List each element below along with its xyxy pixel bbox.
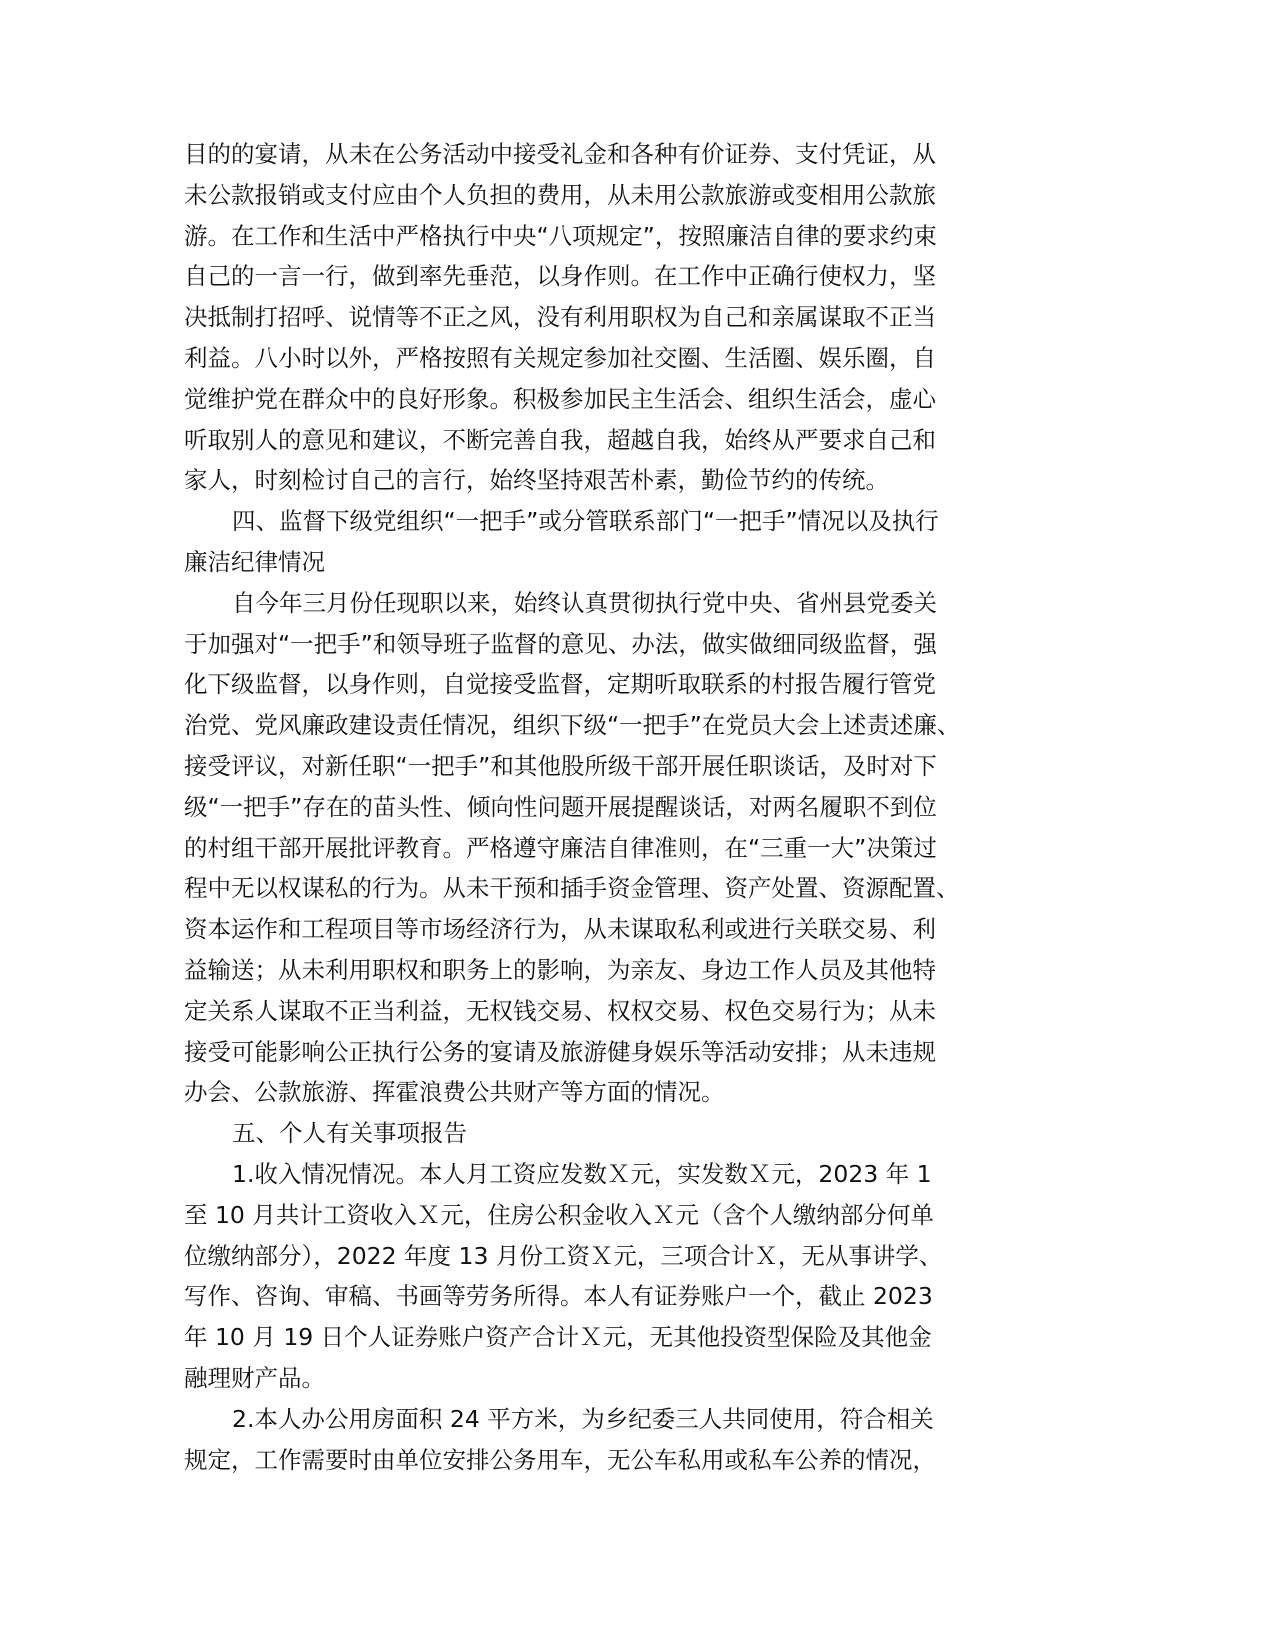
text-line: 规定，工作需要时由单位安排公务用车，无公车私用或私车公养的情况， bbox=[184, 1445, 936, 1474]
text-line: 游。在工作和生活中严格执行中央“八项规定”，按照廉洁自律的要求约束 bbox=[184, 221, 937, 250]
text-line: 未公款报销或支付应由个人负担的费用，从未用公款旅游或变相用公款旅 bbox=[184, 180, 936, 209]
document-body bbox=[184, 134, 1048, 1480]
text-line: 接受评议，对新任职“一把手”和其他股所级干部开展任职谈话，及时对下 bbox=[184, 751, 937, 780]
text-line: 2.本人办公用房面积 24 平方米，为乡纪委三人共同使用，符合相关 bbox=[232, 1404, 934, 1433]
text-line: 程中无以权谋私的行为。从未干预和插手资金管理、资产处置、资源配置、 bbox=[184, 874, 960, 903]
text-line: 于加强对“一把手”和领导班子监督的意见、办法，做实做细同级监督，强 bbox=[184, 629, 937, 658]
section-heading-line: 五、个人有关事项报告 bbox=[232, 1119, 467, 1148]
text-line: 化下级监督，以身作则，自觉接受监督，定期听取联系的村报告履行管党 bbox=[184, 670, 936, 699]
text-line: 定关系人谋取不正当利益，无权钱交易、权权交易、权色交易行为；从未 bbox=[184, 996, 936, 1025]
section-heading-line: 四、监督下级党组织“一把手”或分管联系部门“一把手”情况以及执行 bbox=[232, 507, 939, 536]
text-line: 治党、党风廉政建设责任情况，组织下级“一把手”在党员大会上述责述廉、 bbox=[184, 711, 961, 740]
section-heading-line: 廉洁纪律情况 bbox=[184, 547, 325, 576]
text-line: 利益。八小时以外，严格按照有关规定参加社交圈、生活圈、娱乐圈，自 bbox=[184, 343, 936, 372]
text-line: 自己的一言一行，做到率先垂范，以身作则。在工作中正确行使权力，坚 bbox=[184, 262, 936, 291]
text-line: 家人，时刻检讨自己的言行，始终坚持艰苦朴素，勤俭节约的传统。 bbox=[184, 466, 889, 495]
text-line: 觉维护党在群众中的良好形象。积极参加民主生活会、组织生活会，虚心 bbox=[184, 384, 936, 413]
text-line: 听取别人的意见和建议，不断完善自我，超越自我，始终从严要求自己和 bbox=[184, 425, 936, 454]
text-line: 决抵制打招呼、说情等不正之风，没有利用职权为自己和亲属谋取不正当 bbox=[184, 303, 936, 332]
text-line: 资本运作和工程项目等市场经济行为，从未谋取私利或进行关联交易、利 bbox=[184, 915, 936, 944]
text-line: 年 10 月 19 日个人证券账户资产合计Ｘ元，无其他投资型保险及其他金 bbox=[184, 1323, 932, 1352]
text-line: 至 10 月共计工资收入Ｘ元，住房公积金收入Ｘ元（含个人缴纳部分何单 bbox=[184, 1200, 934, 1229]
text-line: 融理财产品。 bbox=[184, 1363, 325, 1392]
text-line: 1.收入情况情况。本人月工资应发数Ｘ元，实发数Ｘ元，2023 年 1 bbox=[232, 1159, 932, 1188]
text-line: 目的的宴请，从未在公务活动中接受礼金和各种有价证券、支付凭证，从 bbox=[184, 140, 936, 168]
text-line: 接受可能影响公正执行公务的宴请及旅游健身娱乐等活动安排；从未违规 bbox=[184, 1037, 936, 1066]
text-line: 自今年三月份任现职以来，始终认真贯彻执行党中央、省州县党委关 bbox=[232, 588, 937, 617]
text-line: 益输送；从未利用职权和职务上的影响，为亲友、身边工作人员及其他特 bbox=[184, 955, 936, 984]
text-line: 位缴纳部分），2022 年度 13 月份工资Ｘ元，三项合计Ｘ，无从事讲学、 bbox=[184, 1241, 943, 1270]
text-line: 办会、公款旅游、挥霍浪费公共财产等方面的情况。 bbox=[184, 1078, 725, 1107]
text-line: 写作、咨询、审稿、书画等劳务所得。本人有证券账户一个，截止 2023 bbox=[184, 1282, 933, 1311]
text-line: 的村组干部开展批评教育。严格遵守廉洁自律准则，在“三重一大”决策过 bbox=[184, 833, 937, 862]
text-line: 级“一把手”存在的苗头性、倾向性问题开展提醒谈话，对两名履职不到位 bbox=[184, 792, 937, 821]
